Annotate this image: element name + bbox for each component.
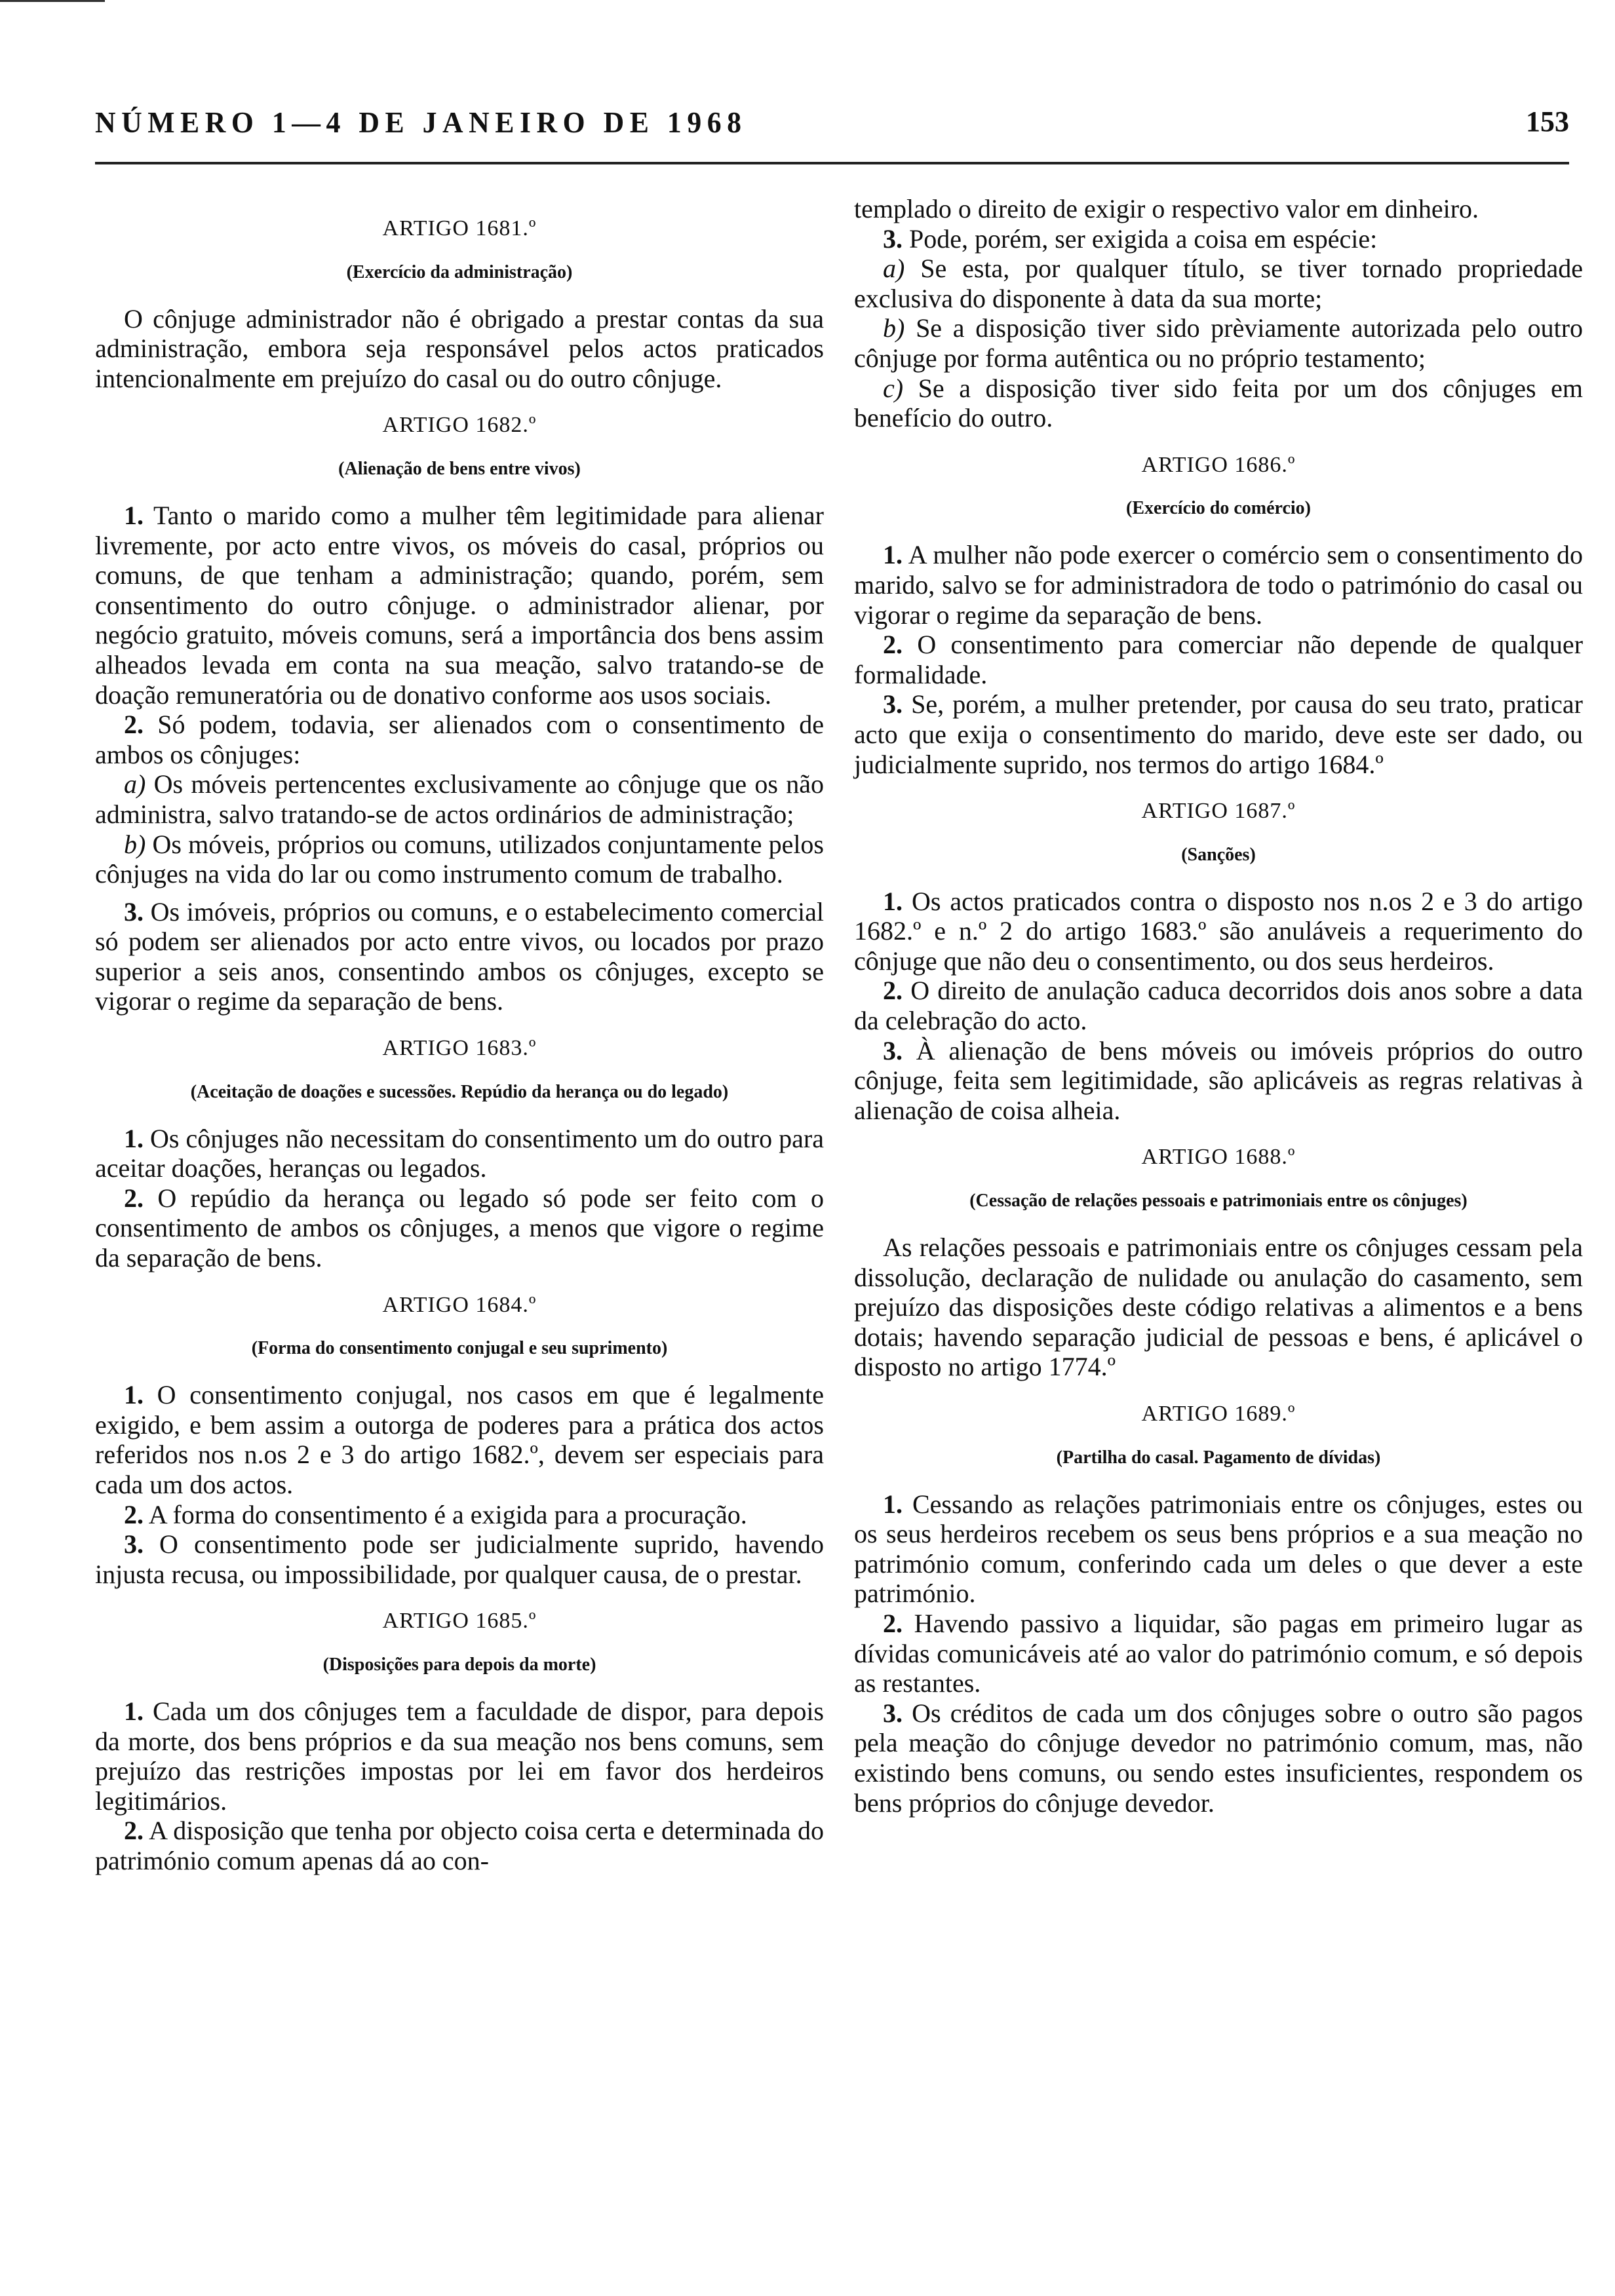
item-number: c): [883, 373, 904, 403]
sub-item: [95, 769, 824, 829]
item-number: 1.: [883, 540, 903, 570]
article-subheading: (Exercício da administração): [346, 261, 573, 282]
article-heading: ARTIGO 1682.º: [382, 413, 537, 438]
article-subheading: (Exercício do comércio): [1126, 498, 1311, 519]
item-text: Se esta, por qualquer título, se tiver tornado propriedade exclusiva do disponente à data da sua morte;: [854, 254, 1584, 313]
item-text: A mulher não pode exercer o comércio sem o consentimento do marido, salvo se for administradora de todo o património do casal ou vigorar o regime da separação de bens.: [854, 540, 1584, 630]
numbered-paragraph: [95, 1696, 824, 1816]
numbered-paragraph: [95, 1816, 824, 1875]
item-number: 2.: [883, 1608, 903, 1638]
item-text: Se a disposição tiver sido feita por um dos cônjuges em benefício do outro.: [854, 373, 1584, 433]
item-text: Os actos praticados contra o disposto nos n.os 2 e 3 do artigo 1682.º e n.º 2 do artigo 1683.º são anuláveis a requerimento do cônjuge que não deu o consentimento, ou dos seus herdeiros.: [854, 886, 1583, 976]
item-number: 2.: [883, 976, 903, 1006]
item-number: 2.: [883, 630, 903, 660]
numbered-paragraph: [95, 710, 824, 769]
header-rule: [95, 162, 1569, 164]
item-text: Se a disposição tiver sido prèviamente autorizada pelo outro cônjuge por forma autêntica ou no próprio testamento;: [854, 313, 1584, 373]
item-text: O consentimento conjugal, nos casos em que é legalmente exigido, e bem assim a outorga de poderes para a prática dos actos referidos nos n.os 2 e 3 do artigo 1682.º, devem ser especiais para cada um dos actos.: [95, 1380, 824, 1499]
item-text: Havendo passivo a liquidar, são pagas em primeiro lugar as dívidas comunicáveis até ao valor do património comum, e só depois as restantes.: [854, 1608, 1583, 1698]
paragraph: templado o direito de exigir o respectivo valor em dinheiro.: [854, 194, 1479, 223]
numbered-paragraph: [95, 1183, 824, 1273]
item-number: 2.: [124, 1816, 144, 1846]
item-number: a): [124, 769, 146, 799]
numbered-paragraph: [95, 1529, 824, 1589]
numbered-paragraph: [854, 540, 1583, 630]
numbered-paragraph: [95, 897, 824, 1016]
numbered-paragraph: [854, 689, 1583, 779]
scan-artifact-line: [0, 0, 105, 2]
item-text: À alienação de bens móveis ou imóveis próprios do outro cônjuge, feita sem legitimidade, são aplicáveis as regras relativas à alienação de coisa alheia.: [854, 1035, 1584, 1125]
item-number: 2.: [124, 1183, 144, 1213]
right-column: [854, 194, 1583, 1818]
sub-item: [854, 313, 1583, 373]
numbered-paragraph: [854, 1609, 1583, 1698]
item-number: 1.: [124, 1696, 144, 1726]
item-number: 3.: [124, 896, 144, 927]
item-number: 3.: [124, 1529, 144, 1559]
item-number: 2.: [124, 1499, 144, 1529]
article-subheading: (Cessação de relações pessoais e patrimoniais entre os cônjuges): [969, 1191, 1468, 1212]
numbered-paragraph: [854, 887, 1583, 976]
article-heading: ARTIGO 1681.º: [382, 216, 537, 240]
item-text: O consentimento pode ser judicialmente suprido, havendo injusta recusa, ou impossibilidade, por qualquer causa, de o prestar.: [95, 1529, 825, 1589]
numbered-paragraph: [854, 976, 1583, 1035]
left-column: [95, 197, 824, 1876]
numbered-paragraph: [854, 1036, 1583, 1126]
item-text: Pode, porém, ser exigida a coisa em espécie:: [909, 223, 1378, 254]
paragraph: As relações pessoais e patrimoniais entre os cônjuges cessam pela dissolução, declaração de nulidade ou anulação do casamento, sem prejuízo das disposições deste código relativas a alimentos e a bens dotais; havendo separação judicial de pessoas e bens, é aplicável o disposto no artigo 1774.º: [854, 1233, 1583, 1382]
item-number: 3.: [883, 1698, 903, 1728]
article-heading: ARTIGO 1687.º: [1141, 799, 1296, 824]
item-text: Os móveis pertencentes exclusivamente ao cônjuge que os não administra, salvo tratando-se de actos ordinários de administração;: [95, 769, 825, 829]
item-number: 3.: [883, 223, 903, 254]
numbered-paragraph: [854, 224, 1583, 254]
article-heading: ARTIGO 1683.º: [382, 1036, 537, 1061]
item-number: 1.: [124, 1123, 144, 1153]
item-text: Se, porém, a mulher pretender, por causa do seu trato, praticar acto que exija o consentimento do marido, deve este ser dado, ou judicialmente suprido, nos termos do artigo 1684.º: [854, 689, 1584, 779]
item-text: Cessando as relações patrimoniais entre os cônjuges, estes ou os seus herdeiros recebem os seus bens próprios e a sua meação no património comum, conferindo cada um deles o que dever a este património.: [854, 1489, 1583, 1609]
item-number: b): [124, 829, 146, 859]
numbered-paragraph: [95, 1500, 824, 1530]
item-number: 3.: [883, 1035, 903, 1065]
item-number: b): [883, 313, 905, 343]
item-text: Só podem, todavia, ser alienados com o consentimento de ambos os cônjuges:: [95, 710, 825, 769]
numbered-paragraph: [95, 501, 824, 710]
numbered-paragraph: [854, 1698, 1583, 1818]
sub-item: [854, 254, 1583, 313]
item-text: Tanto o marido como a mulher têm legitimidade para alienar livremente, por acto entre vivos, os móveis do casal, próprios ou comuns, de que tenham a administração; quando, porém, sem consentimento do outro cônjuge. o administrador alienar, por negócio gratuito, móveis comuns, será a importância dos bens assim alheados levada em conta na sua meação, salvo tratando-se de doação remuneratória ou de donativo conforme aos usos sociais.: [95, 500, 824, 710]
item-text: Os cônjuges não necessitam do consentimento um do outro para aceitar doações, heranças ou legados.: [95, 1123, 824, 1183]
numbered-paragraph: [95, 1124, 824, 1183]
item-number: 1.: [883, 886, 903, 916]
item-text: O repúdio da herança ou legado só pode ser feito com o consentimento de ambos os cônjuges, a menos que vigore o regime da separação de bens.: [95, 1183, 824, 1273]
item-text: A forma do consentimento é a exigida para a procuração.: [148, 1499, 747, 1529]
page-number: 153: [1526, 105, 1569, 138]
sub-item: [95, 830, 824, 889]
article-heading: ARTIGO 1686.º: [1141, 452, 1296, 477]
item-text: Os móveis, próprios ou comuns, utilizados conjuntamente pelos cônjuges na vida do lar ou como instrumento comum de trabalho.: [95, 829, 824, 889]
numbered-paragraph: [854, 630, 1583, 689]
article-subheading: (Forma do consentimento conjugal e seu suprimento): [251, 1338, 668, 1359]
item-text: O consentimento para comerciar não depende de qualquer formalidade.: [854, 630, 1584, 689]
article-subheading: (Alienação de bens entre vivos): [338, 458, 581, 479]
item-number: 1.: [883, 1489, 903, 1519]
item-text: Cada um dos cônjuges tem a faculdade de dispor, para depois da morte, dos bens próprios e da sua meação nos bens comuns, sem prejuízo das restrições impostas por lei em favor dos herdeiros legitimários.: [95, 1696, 824, 1816]
sub-item: [854, 373, 1583, 433]
item-number: 2.: [124, 710, 144, 740]
item-number: 1.: [124, 500, 144, 530]
article-heading: ARTIGO 1684.º: [382, 1292, 537, 1317]
article-heading: ARTIGO 1689.º: [1141, 1402, 1296, 1426]
article-heading: ARTIGO 1688.º: [1141, 1145, 1296, 1170]
item-text: Os créditos de cada um dos cônjuges sobre o outro são pagos pela meação do cônjuge devedor no património comum, mas, não existindo bens comuns, ou sendo estes insuficientes, respondem os bens próprios do cônjuge devedor.: [854, 1698, 1584, 1818]
article-subheading: (Sanções): [1181, 844, 1256, 865]
article-subheading: (Disposições para depois da morte): [322, 1654, 596, 1675]
item-number: 1.: [124, 1380, 144, 1410]
issue-title: NÚMERO 1—4 DE JANEIRO DE 1968: [95, 105, 747, 139]
numbered-paragraph: [95, 1380, 824, 1499]
item-text: O direito de anulação caduca decorridos dois anos sobre a data da celebração do acto.: [854, 976, 1584, 1036]
article-subheading: (Partilha do casal. Pagamento de dívidas): [1056, 1447, 1381, 1468]
item-number: 3.: [883, 689, 903, 719]
page-header: [95, 105, 1569, 151]
paragraph: O cônjuge administrador não é obrigado a prestar contas da sua administração, embora seja responsável pelos actos praticados intencionalmente em prejuízo do casal ou do outro cônjuge.: [95, 303, 824, 393]
item-number: a): [883, 254, 905, 284]
article-heading: ARTIGO 1685.º: [382, 1609, 537, 1634]
item-text: Os imóveis, próprios ou comuns, e o estabelecimento comercial só podem ser alienados por acto entre vivos, ou locados por prazo superior a seis anos, consentindo ambos os cônjuges, excepto se vigorar o regime da separação de bens.: [95, 896, 824, 1016]
item-text: A disposição que tenha por objecto coisa certa e determinada do património comum apenas dá ao con-: [95, 1816, 824, 1875]
article-subheading: (Aceitação de doações e sucessões. Repúdio da herança ou do legado): [190, 1081, 729, 1102]
numbered-paragraph: [854, 1489, 1583, 1609]
